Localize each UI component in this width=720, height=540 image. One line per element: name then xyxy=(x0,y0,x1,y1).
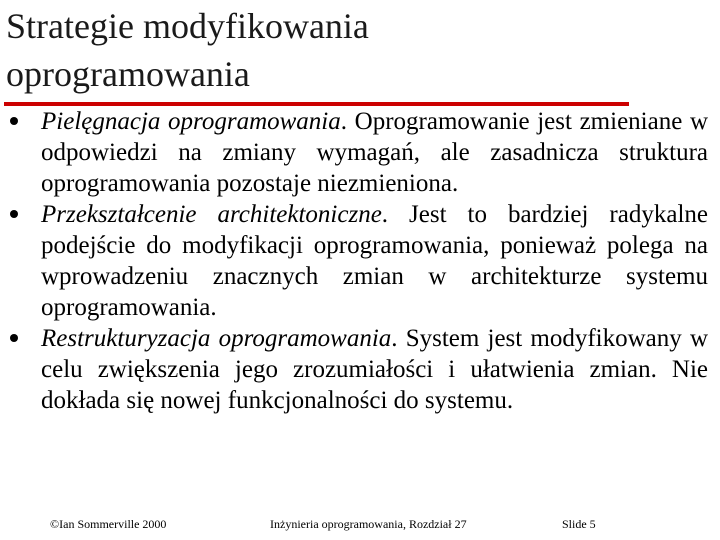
bullet-description: Oprogramowanie jest zmieniane w odpowiedzi na zmiany wymagań, ale zasadnicza struktura oprogramowania pozostaje niezmieniona. xyxy=(41,108,708,197)
bullet-term: Pielęgnacja oprogramowania xyxy=(41,108,341,135)
bullet-list xyxy=(10,106,708,416)
bullet-text xyxy=(41,199,708,323)
bullet-item-architectural-transformation xyxy=(10,199,708,323)
bullet-dot-icon xyxy=(10,334,18,342)
bullet-term-separator: . xyxy=(391,325,398,352)
footer-slide-number: Slide 5 xyxy=(562,517,596,531)
bullet-term-separator: . xyxy=(381,201,389,228)
bullet-dot-icon xyxy=(10,210,18,218)
bullet-description: System jest modyfikowany w celu zwiększenia jego zrozumiałości i ułatwienia zmian. Nie dokłada się nowej funkcjonalności do systemu. xyxy=(41,325,708,414)
bullet-item-maintenance xyxy=(10,106,708,199)
bullet-term: Przekształcenie architektoniczne xyxy=(41,201,382,228)
bullet-description: Jest to bardziej radykalne podejście do modyfikacji oprogramowania, ponieważ polega na wprowadzeniu znacznych zmian w architekturze systemu oprogramowania. xyxy=(41,201,708,321)
bullet-text xyxy=(41,323,708,416)
bullet-item-restructuring xyxy=(10,323,708,416)
bullet-term: Restrukturyzacja oprogramowania xyxy=(41,325,392,352)
bullet-dot-icon xyxy=(10,117,18,125)
footer-copyright: ©Ian Sommerville 2000 xyxy=(50,517,167,531)
bullet-term-separator: . xyxy=(340,108,347,135)
bullet-text xyxy=(41,106,708,199)
slide-title: Strategie modyfikowania oprogramowania xyxy=(6,6,369,94)
footer-course-title: Inżynieria oprogramowania, Rozdział 27 xyxy=(270,517,467,531)
